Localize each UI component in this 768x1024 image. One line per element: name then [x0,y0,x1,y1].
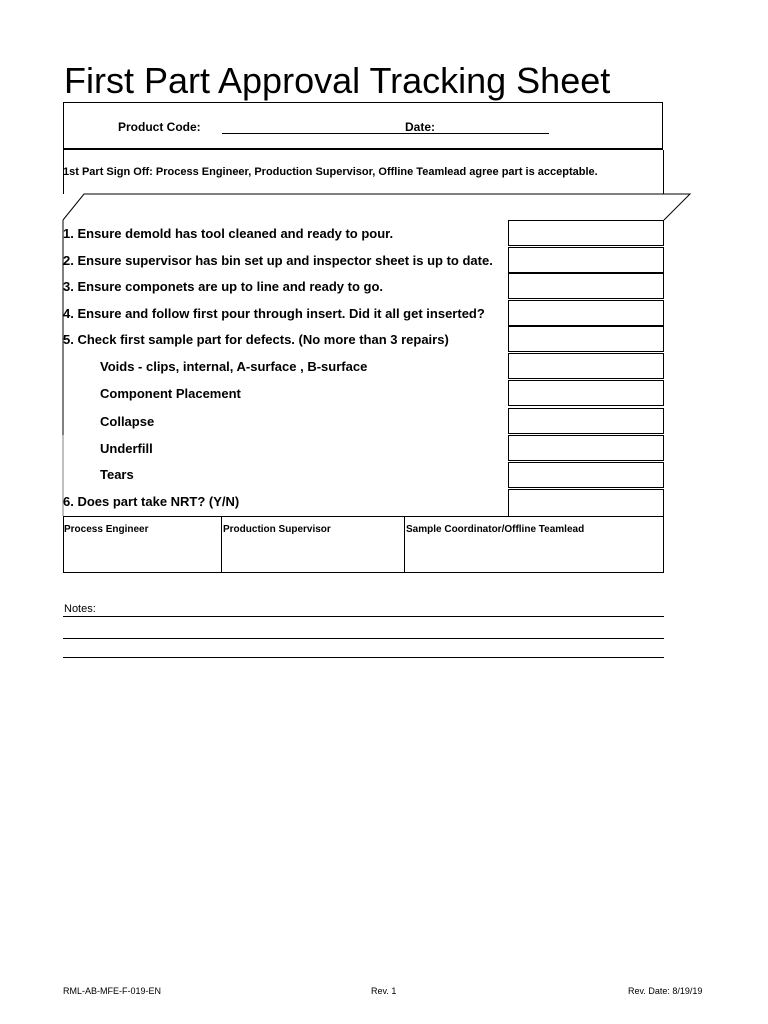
check-box-6[interactable] [508,489,664,517]
signature-production-supervisor[interactable] [221,516,404,573]
check-box-2[interactable] [508,247,664,273]
signoff-text: 1st Part Sign Off: Process Engineer, Production Supervisor, Offline Teamlead agree part is acceptable. [63,166,598,178]
date-label: Date: [405,120,436,134]
defect-tears: Tears [100,467,134,482]
check-box-1[interactable] [508,220,664,246]
defect-component-placement: Component Placement [100,386,241,401]
defect-underfill: Underfill [100,441,153,456]
check-box-3[interactable] [508,273,664,299]
check-box-voids[interactable] [508,353,664,379]
check-box-component-placement[interactable] [508,380,664,406]
defect-collapse: Collapse [100,414,155,429]
checklist-item-2: 2. Ensure supervisor has bin set up and inspector sheet is up to date. [63,253,493,268]
footer-revision: Rev. 1 [371,986,397,996]
check-box-4[interactable] [508,300,664,326]
footer-revision-date: Rev. Date: 8/19/19 [628,986,703,996]
signature-label-production-supervisor: Production Supervisor [223,524,331,535]
check-box-tears[interactable] [508,462,664,488]
check-box-5[interactable] [508,326,664,352]
signature-sample-coordinator[interactable] [404,516,664,573]
checklist-item-3: 3. Ensure componets are up to line and ready to go. [63,279,384,294]
signature-process-engineer[interactable] [63,516,221,573]
page-title: First Part Approval Tracking Sheet [64,60,611,101]
notes-line-1[interactable] [63,616,664,617]
checklist-item-6: 6. Does part take NRT? (Y/N) [63,494,240,509]
notes-label: Notes: [64,603,96,615]
check-box-collapse[interactable] [508,408,664,434]
notes-line-3[interactable] [63,657,664,658]
signature-label-process-engineer: Process Engineer [64,524,149,535]
product-code-label: Product Code: [118,120,201,134]
signature-label-sample-coordinator: Sample Coordinator/Offline Teamlead [406,524,585,535]
checklist-item-5: 5. Check first sample part for defects. (No more than 3 repairs) [63,332,449,347]
checklist-item-4: 4. Ensure and follow first pour through insert. Did it all get inserted? [63,306,485,321]
defect-voids: Voids - clips, internal, A-surface , B-surface [100,359,368,374]
footer-doc-id: RML-AB-MFE-F-019-EN [63,986,162,996]
checklist-item-1: 1. Ensure demold has tool cleaned and ready to pour. [63,226,394,241]
notes-line-2[interactable] [63,638,664,639]
check-box-underfill[interactable] [508,435,664,461]
